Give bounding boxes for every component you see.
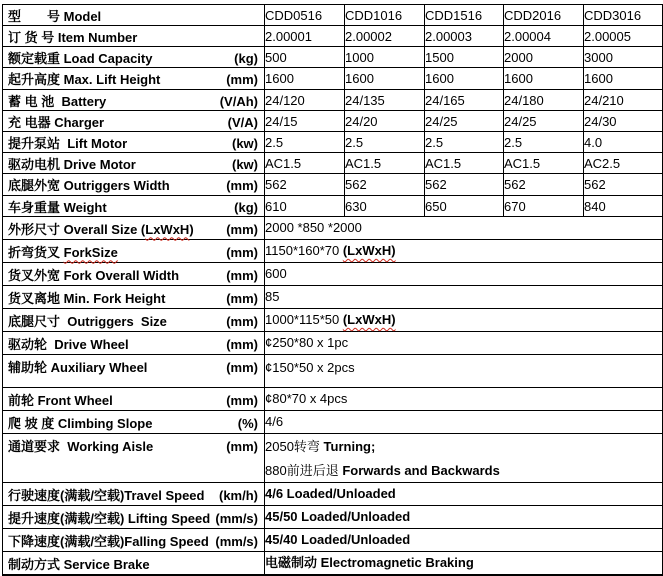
spec-row-11	[3, 240, 663, 263]
value-cell[interactable]: CDD1016	[345, 5, 425, 26]
value-cell[interactable]: AC1.5	[345, 153, 425, 174]
row-label-cell[interactable]	[3, 111, 265, 132]
value-line	[265, 529, 662, 551]
row-label-cell[interactable]	[3, 483, 265, 506]
text-segment: 提升泵站 Lift Motor	[8, 135, 128, 151]
value-cell[interactable]: 2.00002	[345, 26, 425, 47]
value-cell[interactable]: 562	[425, 174, 504, 196]
row-unit: (mm)	[226, 439, 258, 454]
row-label-text	[8, 531, 209, 550]
row-label	[3, 531, 264, 550]
row-unit: (kw)	[232, 156, 258, 172]
misspelled-text: (LxWxH)	[342, 243, 396, 258]
row-label	[3, 485, 264, 504]
merged-value-cell[interactable]	[265, 309, 663, 332]
row-label-text	[8, 27, 137, 46]
text-segment: 折弯货叉	[8, 244, 64, 260]
misspelled-text: ForkSize	[63, 244, 118, 260]
text-segment: 45/50 Loaded/Unloaded	[265, 509, 411, 524]
row-unit: (mm/s)	[215, 510, 258, 526]
value-line	[265, 286, 662, 308]
text-segment: 货叉外宽 Fork Overall Width	[8, 267, 180, 283]
row-label-text	[8, 508, 210, 527]
spec-row-6	[3, 132, 663, 153]
row-label	[3, 48, 264, 67]
value-cell[interactable]: 24/180	[504, 90, 584, 111]
row-label	[3, 413, 264, 432]
text-segment: 880前进后退	[265, 463, 343, 478]
row-label	[3, 288, 264, 307]
value-cell[interactable]: 2.5	[425, 132, 504, 153]
text-segment: 1000*115*50	[265, 312, 343, 327]
value-cell[interactable]: AC1.5	[265, 153, 345, 174]
text-segment: 额定载重 Load Capacity	[8, 50, 153, 66]
row-label	[3, 133, 264, 152]
row-label-cell[interactable]	[3, 132, 265, 153]
value-line	[265, 263, 662, 285]
text-segment: 底腿尺寸 Outriggers Size	[8, 313, 167, 329]
row-label	[3, 242, 264, 261]
row-label-cell[interactable]	[3, 411, 265, 434]
value-cell[interactable]: 24/210	[584, 90, 663, 111]
merged-value-cell[interactable]	[265, 332, 663, 355]
text-segment: ¢150*50 x 2pcs	[265, 360, 355, 375]
row-unit: (mm)	[226, 221, 258, 237]
value-cell[interactable]: CDD3016	[584, 5, 663, 26]
row-label	[3, 434, 264, 455]
value-line	[265, 240, 662, 262]
row-label	[3, 91, 264, 110]
merged-value-cell[interactable]	[265, 263, 663, 286]
spec-row-8	[3, 174, 663, 196]
row-label-cell[interactable]	[3, 174, 265, 196]
value-cell[interactable]: CDD0516	[265, 5, 345, 26]
row-unit: (km/h)	[219, 487, 258, 503]
row-unit: (kg)	[234, 199, 258, 215]
value-line	[265, 506, 662, 528]
row-label	[3, 265, 264, 284]
value-cell[interactable]: 1600	[345, 68, 425, 90]
text-segment: 订 货 号 Item Number	[8, 29, 138, 45]
text-segment: 蓄 电 池 Battery	[8, 93, 107, 109]
value-cell[interactable]: 840	[584, 196, 663, 217]
spec-row-23	[3, 552, 663, 576]
value-cell[interactable]: AC1.5	[504, 153, 584, 174]
text-segment: 爬 坡 度 Climbing Slope	[8, 415, 153, 431]
value-cell[interactable]: 610	[265, 196, 345, 217]
text-segment: 型 号 Model	[8, 8, 102, 24]
row-label-cell[interactable]	[3, 47, 265, 68]
text-segment: 600	[265, 266, 287, 281]
row-unit: (V/Ah)	[219, 93, 258, 109]
row-label-text	[8, 311, 167, 330]
row-label	[3, 508, 264, 527]
row-label-text	[8, 175, 170, 194]
row-label	[3, 197, 264, 216]
row-label-text	[8, 112, 104, 131]
row-label-cell[interactable]	[3, 90, 265, 111]
spec-row-14	[3, 309, 663, 332]
spec-row-17	[3, 388, 663, 411]
row-unit: (mm)	[226, 72, 258, 87]
value-cell[interactable]: 1600	[265, 68, 345, 90]
value-cell[interactable]: 1600	[584, 68, 663, 90]
spec-row-22	[3, 529, 663, 552]
value-cell[interactable]: 650	[425, 196, 504, 217]
row-label-cell[interactable]	[3, 552, 265, 576]
value-cell[interactable]: 2.5	[504, 132, 584, 153]
row-unit: (mm)	[226, 336, 258, 352]
misspelled-text: LxWxH	[145, 221, 190, 237]
row-label-text	[8, 554, 150, 573]
row-unit: (mm)	[226, 244, 258, 260]
row-label-text	[8, 485, 204, 504]
row-unit: (kw)	[232, 135, 258, 151]
text-segment: 下降速度(满载/空载)Falling Speed	[8, 533, 209, 549]
row-label-cell[interactable]	[3, 506, 265, 529]
row-label-text	[8, 288, 165, 307]
row-unit: (mm)	[226, 290, 258, 306]
row-unit: (kg)	[234, 50, 258, 66]
spec-row-15	[3, 332, 663, 355]
text-segment: Forwards and Backwards	[342, 463, 500, 478]
spec-row-21	[3, 506, 663, 529]
row-label-cell[interactable]	[3, 26, 265, 47]
value-line	[265, 434, 662, 458]
value-cell[interactable]: 1500	[425, 47, 504, 68]
row-label-text	[8, 357, 147, 376]
value-cell[interactable]: 2.00001	[265, 26, 345, 47]
value-cell[interactable]: CDD2016	[504, 5, 584, 26]
row-label-cell[interactable]	[3, 355, 265, 388]
row-label-text	[8, 91, 106, 110]
value-cell[interactable]: 562	[504, 174, 584, 196]
text-segment: 货叉离地 Min. Fork Height	[8, 290, 166, 306]
value-cell[interactable]: 24/20	[345, 111, 425, 132]
text-segment: 外形尺寸 Overall Size (	[8, 221, 146, 237]
value-cell[interactable]: 630	[345, 196, 425, 217]
spec-row-5	[3, 111, 663, 132]
row-label	[3, 219, 264, 238]
merged-value-cell[interactable]	[265, 483, 663, 506]
text-segment: ¢250*80 x 1pc	[265, 335, 349, 350]
row-label-cell[interactable]	[3, 263, 265, 286]
spec-row-12	[3, 263, 663, 286]
text-segment: 2050转弯	[265, 439, 324, 454]
spec-row-19	[3, 434, 663, 483]
row-label-text	[8, 133, 127, 152]
text-segment: 驱动电机 Drive Motor	[8, 156, 136, 172]
text-segment: 85	[265, 289, 280, 304]
row-label	[3, 311, 264, 330]
value-cell[interactable]: 2000	[504, 47, 584, 68]
text-segment: 电磁制动 Electromagnetic Braking	[265, 555, 474, 570]
text-segment: 辅助轮 Auxiliary Wheel	[8, 360, 148, 375]
row-label-text	[8, 219, 194, 238]
row-label	[3, 334, 264, 353]
text-segment: 4/6 Loaded/Unloaded	[265, 486, 396, 501]
row-label-cell[interactable]	[3, 240, 265, 263]
value-cell[interactable]: 4.0	[584, 132, 663, 153]
row-label-cell[interactable]	[3, 434, 265, 483]
spec-row-18	[3, 411, 663, 434]
row-label	[3, 175, 264, 194]
row-label-cell[interactable]	[3, 332, 265, 355]
spec-row-16	[3, 355, 663, 388]
row-label-text	[8, 390, 113, 409]
spec-row-10	[3, 217, 663, 240]
row-label-cell[interactable]	[3, 529, 265, 552]
row-unit: (mm/s)	[215, 533, 258, 549]
value-cell[interactable]: 1600	[504, 68, 584, 90]
row-label	[3, 390, 264, 409]
merged-value-cell[interactable]	[265, 355, 663, 388]
text-segment: )	[189, 221, 194, 237]
value-line	[265, 355, 662, 379]
row-label-text	[8, 48, 152, 67]
value-cell[interactable]: 2.00005	[584, 26, 663, 47]
spec-row-7	[3, 153, 663, 174]
row-label	[3, 154, 264, 173]
merged-value-cell[interactable]	[265, 529, 663, 552]
row-label-text	[8, 6, 101, 25]
spec-row-0	[3, 5, 663, 26]
value-cell[interactable]: 670	[504, 196, 584, 217]
row-label-cell[interactable]	[3, 196, 265, 217]
text-segment: 1150*160*70	[265, 243, 343, 258]
row-label-text	[8, 154, 136, 173]
value-cell[interactable]: 24/30	[584, 111, 663, 132]
merged-value-cell[interactable]	[265, 286, 663, 309]
value-cell[interactable]: AC2.5	[584, 153, 663, 174]
value-cell[interactable]: 562	[345, 174, 425, 196]
row-unit: (mm)	[226, 313, 258, 329]
row-label	[3, 69, 264, 88]
text-segment: ¢80*70 x 4pcs	[265, 391, 348, 406]
text-segment: 底腿外宽 Outriggers Width	[8, 178, 170, 193]
text-segment: 制动方式 Service Brake	[8, 556, 150, 572]
value-cell[interactable]: 2.5	[265, 132, 345, 153]
spec-row-20	[3, 483, 663, 506]
value-cell[interactable]: CDD1516	[425, 5, 504, 26]
text-segment: 45/40 Loaded/Unloaded	[265, 532, 411, 547]
row-label-cell[interactable]	[3, 286, 265, 309]
row-label	[3, 554, 264, 573]
value-cell[interactable]: 500	[265, 47, 345, 68]
spec-table-body	[3, 5, 663, 576]
text-segment: 提升速度(满载/空载) Lifting Speed	[8, 510, 211, 526]
value-line	[265, 483, 662, 505]
merged-value-cell[interactable]	[265, 217, 663, 240]
row-label-text	[8, 413, 152, 432]
text-segment: Turning;	[323, 439, 376, 454]
value-line	[265, 217, 662, 239]
row-label-text	[8, 197, 107, 216]
row-label-cell[interactable]	[3, 153, 265, 174]
text-segment: 行驶速度(满载/空载)Travel Speed	[8, 487, 205, 503]
spec-row-1	[3, 26, 663, 47]
value-cell[interactable]: 24/15	[265, 111, 345, 132]
spec-row-2	[3, 47, 663, 68]
value-line	[265, 411, 662, 433]
merged-value-cell[interactable]	[265, 411, 663, 434]
value-cell[interactable]: 1600	[425, 68, 504, 90]
merged-value-cell[interactable]	[265, 506, 663, 529]
spec-row-3	[3, 68, 663, 90]
text-segment: 起升高度 Max. Lift Height	[8, 72, 161, 87]
row-label-cell[interactable]	[3, 388, 265, 411]
value-cell[interactable]: 24/165	[425, 90, 504, 111]
value-cell[interactable]: 2.00004	[504, 26, 584, 47]
spec-row-4	[3, 90, 663, 111]
row-label	[3, 355, 264, 376]
value-cell[interactable]: 24/25	[425, 111, 504, 132]
row-label-text	[8, 69, 160, 88]
row-label-text	[8, 265, 179, 284]
text-segment: 车身重量 Weight	[8, 199, 107, 215]
row-label	[3, 27, 264, 46]
row-label-cell[interactable]	[3, 68, 265, 90]
row-label-cell[interactable]	[3, 309, 265, 332]
value-cell[interactable]: 2.00003	[425, 26, 504, 47]
row-label	[3, 112, 264, 131]
text-segment: 2000 *850 *2000	[265, 220, 362, 235]
merged-value-cell[interactable]	[265, 388, 663, 411]
row-label-text	[8, 242, 118, 261]
value-cell[interactable]: 3000	[584, 47, 663, 68]
value-cell[interactable]: 1000	[345, 47, 425, 68]
value-line	[265, 458, 662, 482]
value-line	[265, 552, 662, 574]
row-unit: (mm)	[226, 360, 258, 375]
value-line	[265, 309, 662, 331]
row-label-cell[interactable]	[3, 5, 265, 26]
text-segment: 4/6	[265, 414, 284, 429]
merged-value-cell[interactable]	[265, 240, 663, 263]
value-cell[interactable]: 24/135	[345, 90, 425, 111]
value-line	[265, 388, 662, 410]
spec-row-9	[3, 196, 663, 217]
row-label	[3, 6, 264, 25]
text-segment: 通道要求 Working Aisle	[8, 439, 154, 454]
value-cell[interactable]: AC1.5	[425, 153, 504, 174]
row-label-text	[8, 436, 153, 455]
misspelled-text: (LxWxH)	[342, 312, 396, 327]
row-unit: (mm)	[226, 392, 258, 408]
row-unit: (mm)	[226, 267, 258, 283]
row-unit: (%)	[237, 415, 258, 431]
value-cell[interactable]: 2.5	[345, 132, 425, 153]
row-label-text	[8, 334, 129, 353]
row-unit: (V/A)	[227, 114, 258, 130]
text-segment: 前轮 Front Wheel	[8, 392, 113, 408]
value-cell[interactable]: 562	[584, 174, 663, 196]
value-cell[interactable]: 24/25	[504, 111, 584, 132]
merged-value-cell[interactable]	[265, 552, 663, 576]
row-unit: (mm)	[226, 178, 258, 193]
spec-row-13	[3, 286, 663, 309]
merged-value-cell[interactable]	[265, 434, 663, 483]
spec-table	[2, 4, 663, 576]
text-segment: 充 电器 Charger	[8, 114, 105, 130]
value-cell[interactable]: 24/120	[265, 90, 345, 111]
value-cell[interactable]: 562	[265, 174, 345, 196]
text-segment: 驱动轮 Drive Wheel	[8, 336, 129, 352]
row-label-cell[interactable]	[3, 217, 265, 240]
value-line	[265, 332, 662, 354]
